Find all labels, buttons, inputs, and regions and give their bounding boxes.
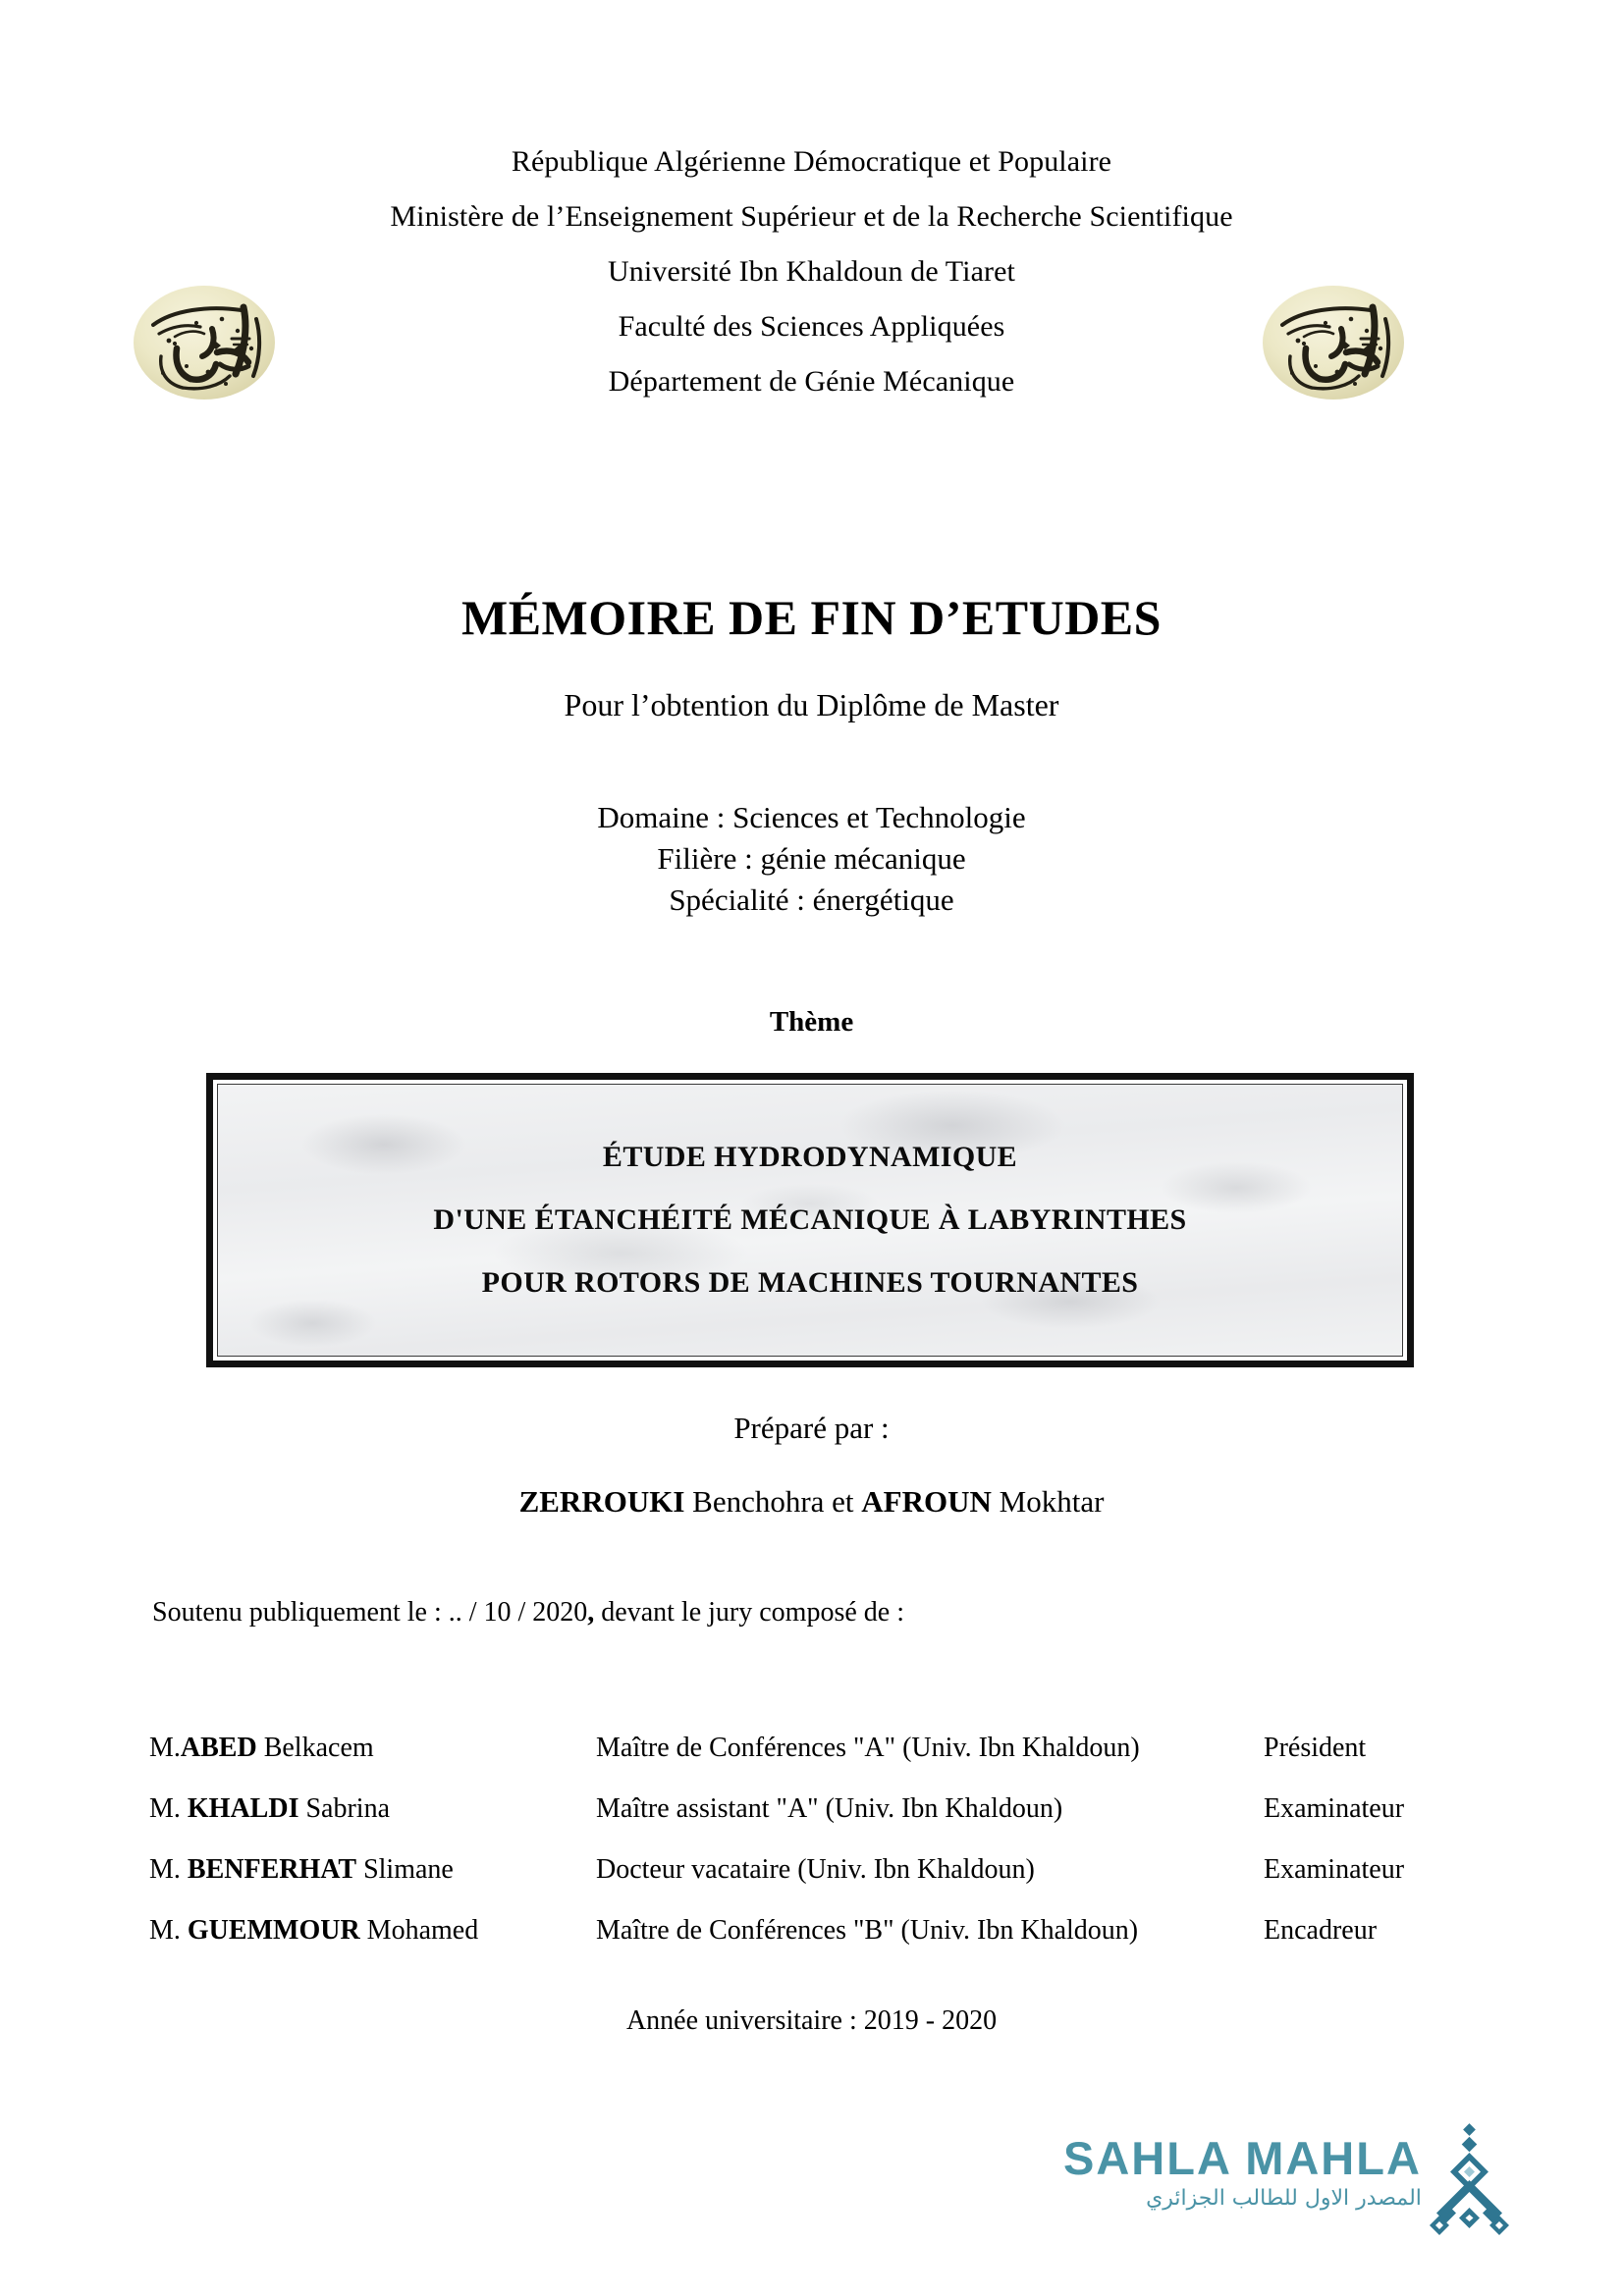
specialite-line: Spécialité : énergétique [669, 882, 954, 918]
jury-member-name [149, 1733, 596, 1793]
author-1-firstname: Benchohra et [684, 1484, 862, 1519]
table-row [149, 1793, 1475, 1854]
header-line-faculty: Faculté des Sciences Appliquées [618, 310, 1005, 343]
university-seal-left-icon [118, 280, 291, 405]
jury-title: M. [149, 1733, 181, 1763]
thesis-title-box-inner [217, 1084, 1403, 1357]
jury-role: Président [1264, 1733, 1367, 1763]
jury-grade: Maître assistant "A" (Univ. Ibn Khaldoun) [596, 1793, 1063, 1824]
academic-year-line: Année universitaire : 2019 - 2020 [625, 2005, 998, 2036]
watermark-brand-name: SAHLA MAHLA [1063, 2132, 1422, 2184]
jury-role: Encadreur [1264, 1915, 1378, 1946]
author-1-surname: ZERROUKI [518, 1484, 685, 1519]
defense-comma: , [587, 1597, 595, 1628]
sahla-mahla-watermark [1063, 2123, 1525, 2251]
jury-lastname: ABED [180, 1733, 257, 1763]
prepared-by-label: Préparé par : [733, 1411, 890, 1445]
author-2-surname: AFROUN [861, 1484, 992, 1519]
thesis-title-line-1: ÉTUDE HYDRODYNAMIQUE [602, 1141, 1018, 1173]
header-line-ministry: Ministère de l’Enseignement Supérieur et de la Recherche Scientifique [390, 200, 1233, 233]
domaine-line: Domaine : Sciences et Technologie [597, 800, 1026, 834]
jury-member-name [149, 1793, 596, 1854]
jury-grade: Maître de Conférences "A" (Univ. Ibn Khaldoun) [596, 1733, 1140, 1763]
header-line-university: Université Ibn Khaldoun de Tiaret [608, 255, 1015, 288]
defense-suffix: devant le jury composé de : [594, 1597, 904, 1628]
jury-role: Examinateur [1264, 1854, 1405, 1885]
authors-line [0, 1484, 1623, 1520]
jury-firstname: Slimane [356, 1854, 454, 1885]
theme-label: Thème [769, 1006, 854, 1038]
program-details [0, 797, 1623, 921]
jury-lastname: BENFERHAT [187, 1854, 357, 1885]
jury-lastname: KHALDI [187, 1793, 299, 1824]
author-2-firstname: Mokhtar [991, 1484, 1105, 1519]
jury-lastname: GUEMMOUR [187, 1915, 360, 1946]
watermark-text-group [1063, 2123, 1422, 2214]
table-row [149, 1915, 1475, 1976]
diploma-subtitle: Pour l’obtention du Diplôme de Master [564, 687, 1059, 722]
defense-prefix: Soutenu publiquement le : .. / 10 / 2020 [152, 1597, 588, 1628]
jury-title: M. [149, 1915, 188, 1946]
defense-date-line [152, 1597, 904, 1629]
filiere-line: Filière : génie mécanique [657, 841, 966, 877]
jury-firstname: Mohamed [359, 1915, 479, 1946]
sahla-mahla-diamond-icon [1416, 2123, 1522, 2239]
page-title: MÉMOIRE DE FIN D’ETUDES [461, 590, 1162, 645]
jury-grade: Maître de Conférences "B" (Univ. Ibn Khaldoun) [596, 1915, 1139, 1946]
thesis-title-box [206, 1073, 1414, 1367]
jury-grade: Docteur vacataire (Univ. Ibn Khaldoun) [596, 1854, 1035, 1885]
jury-title: M. [149, 1793, 188, 1824]
header-line-department: Département de Génie Mécanique [608, 365, 1015, 398]
watermark-arabic-tagline: المصدر الاول للطالب الجزائري [1146, 2186, 1422, 2211]
table-row [149, 1733, 1475, 1793]
jury-title: M. [149, 1854, 188, 1885]
thesis-title-line-3: POUR ROTORS DE MACHINES TOURNANTES [481, 1266, 1139, 1299]
jury-member-name [149, 1915, 596, 1976]
university-seal-right-icon [1247, 280, 1420, 405]
table-row [149, 1854, 1475, 1915]
jury-role: Examinateur [1264, 1793, 1405, 1824]
thesis-title-line-2: D'UNE ÉTANCHÉITÉ MÉCANIQUE À LABYRINTHES [433, 1203, 1187, 1236]
jury-firstname: Belkacem [256, 1733, 374, 1763]
jury-member-name [149, 1854, 596, 1915]
jury-table [149, 1733, 1475, 1976]
header-line-republic: République Algérienne Démocratique et Populaire [511, 145, 1112, 178]
jury-firstname: Sabrina [298, 1793, 391, 1824]
